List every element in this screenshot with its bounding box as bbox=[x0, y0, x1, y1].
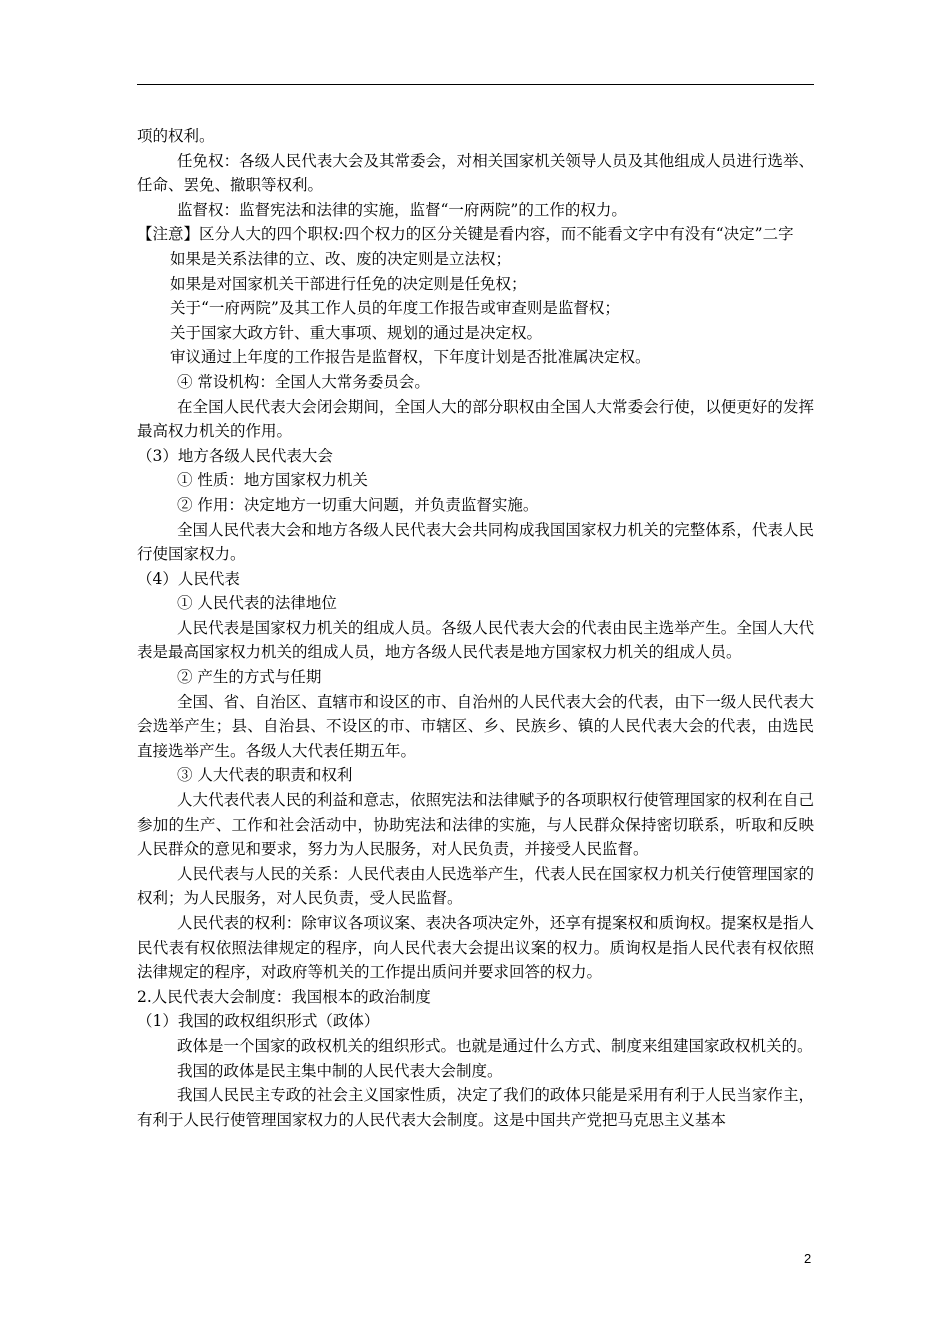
paragraph: 项的权利。 bbox=[137, 127, 215, 145]
header-rule bbox=[137, 84, 814, 85]
paragraph: 人大代表代表人民的利益和意志，依照宪法和法律赋予的各项职权行使管理国家的权利在自己参加的生产、工作和社会活动中，协助宪法和法律的实施，与人民群众保持密切联系，听取和反映人民群众的意见和要求，努力为人民服务，对人民负责，并接受人民监督。 bbox=[137, 791, 814, 859]
paragraph: ② 作用：决定地方一切重大问题，并负责监督实施。 bbox=[177, 495, 539, 514]
paragraph: 审议通过上年度的工作报告是监督权，下年度计划是否批准属决定权。 bbox=[170, 348, 651, 367]
paragraph: 人民代表是国家权力机关的组成人员。各级人民代表大会的代表由民主选举产生。全国人大代表是最高国家权力机关的组成人员，地方各级人民代表是地方国家权力机关的组成人员。 bbox=[137, 618, 814, 662]
paragraph: 全国人民代表大会和地方各级人民代表大会共同构成我国国家权力机关的完整体系，代表人民行使国家权力。 bbox=[137, 520, 814, 564]
paragraph: ③ 人大代表的职责和权利 bbox=[177, 766, 353, 785]
paragraph: 全国、省、自治区、直辖市和设区的市、自治州的人民代表大会的代表，由下一级人民代表大会选举产生；县、自治县、不设区的市、市辖区、乡、民族乡、镇的人民代表大会的代表，由选民直接选举产生。各级人大代表任期五年。 bbox=[137, 692, 814, 760]
paragraph: 我国人民民主专政的社会主义国家性质，决定了我们的政体只能是采用有利于人民当家作主，有利于人民行使管理国家权力的人民代表大会制度。这是中国共产党把马克思主义基本 bbox=[137, 1086, 814, 1129]
paragraph: ④ 常设机构：全国人大常务委员会。 bbox=[177, 372, 430, 391]
paragraph: 监督权：监督宪法和法律的实施，监督“一府两院”的工作的权力。 bbox=[177, 200, 627, 219]
paragraph: 2.人民代表大会制度：我国根本的政治制度 bbox=[137, 987, 431, 1006]
paragraph: 人民代表与人民的关系：人民代表由人民选举产生，代表人民在国家权力机关行使管理国家的权利；为人民服务，对人民负责，受人民监督。 bbox=[137, 864, 814, 908]
paragraph: （4）人民代表 bbox=[137, 569, 240, 588]
paragraph: 任免权：各级人民代表大会及其常委会，对相关国家机关领导人员及其他组成人员进行选举、任命、罢免、撤职等权利。 bbox=[137, 151, 814, 195]
paragraph: 【注意】区分人大的四个职权:四个权力的区分关键是看内容，而不能看文字中有没有“决定”二字 bbox=[137, 225, 794, 244]
paragraph: ① 性质：地方国家权力机关 bbox=[177, 471, 368, 490]
paragraph: 关于“一府两院”及其工作人员的年度工作报告或审查则是监督权； bbox=[170, 299, 620, 318]
paragraph: ① 人民代表的法律地位 bbox=[177, 594, 337, 613]
paragraph: 关于国家大政方针、重大事项、规划的通过是决定权。 bbox=[170, 323, 543, 342]
document-body bbox=[137, 124, 814, 1132]
paragraph: （3）地方各级人民代表大会 bbox=[137, 446, 333, 465]
paragraph: 在全国人民代表大会闭会期间，全国人大的部分职权由全国人大常委会行使，以便更好的发挥最高权力机关的作用。 bbox=[137, 397, 814, 441]
paragraph: ② 产生的方式与任期 bbox=[177, 668, 322, 687]
paragraph: 人民代表的权利：除审议各项议案、表决各项决定外，还享有提案权和质询权。提案权是指人民代表有权依照法律规定的程序，向人民代表大会提出议案的权力。质询权是指人民代表有权依照法律规定的程序，对政府等机关的工作提出质问并要求回答的权力。 bbox=[137, 914, 814, 982]
paragraph: 我国的政体是民主集中制的人民代表大会制度。 bbox=[177, 1061, 503, 1080]
paragraph: （1）我国的政权组织形式（政体） bbox=[137, 1012, 380, 1031]
paragraph: 如果是对国家机关干部进行任免的决定则是任免权； bbox=[170, 274, 527, 293]
page-number: 2 bbox=[804, 1251, 812, 1266]
paragraph: 如果是关系法律的立、改、废的决定则是立法权； bbox=[170, 249, 512, 268]
paragraph: 政体是一个国家的政权机关的组织形式。也就是通过什么方式、制度来组建国家政权机关的。 bbox=[177, 1036, 813, 1055]
